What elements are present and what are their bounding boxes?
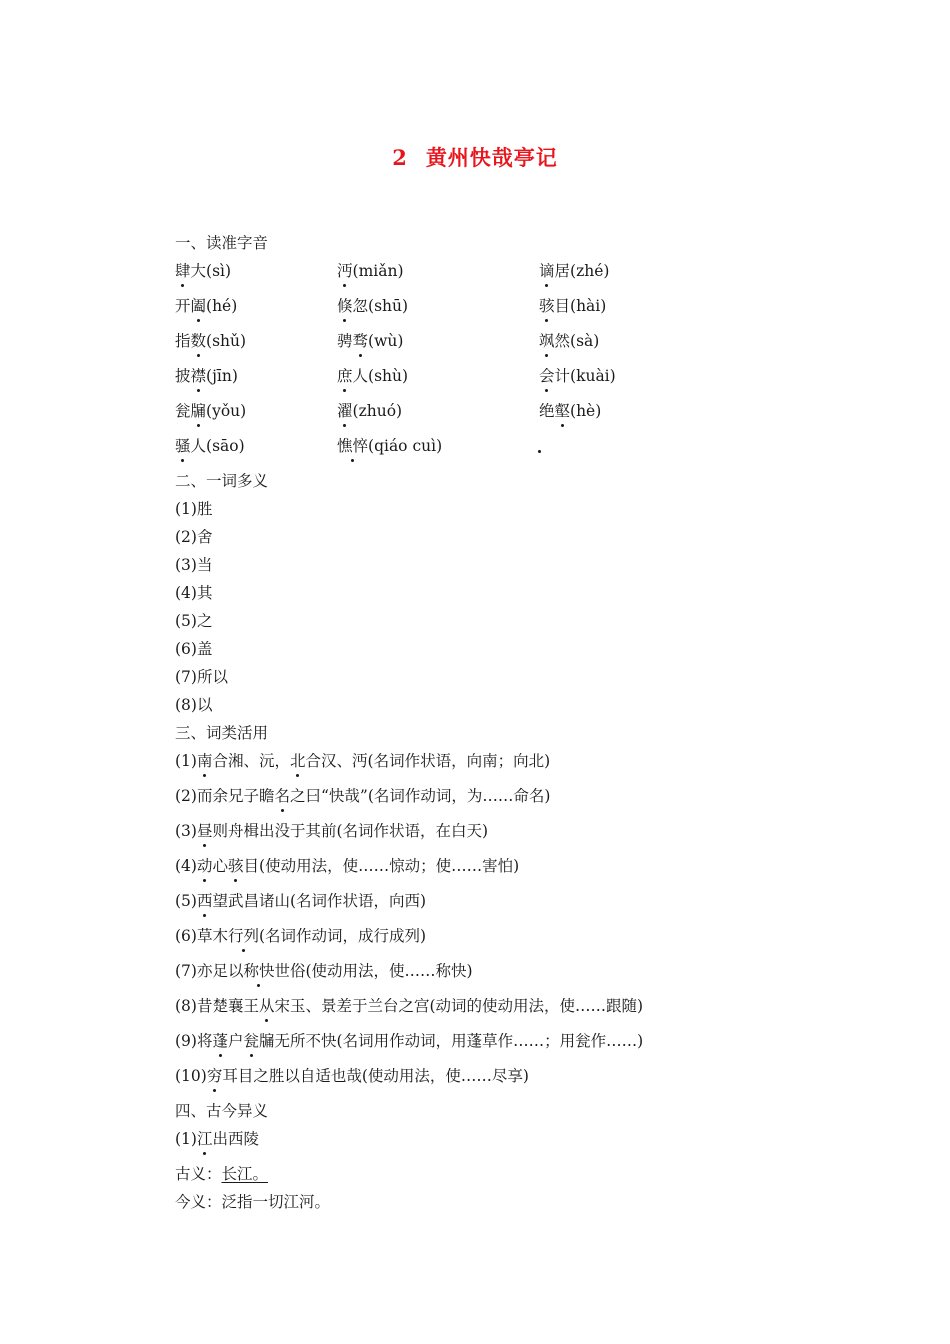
dotted-char: 数 [191, 327, 207, 355]
text-after: (shǔ) [206, 332, 247, 350]
ancient-answer: 长江。 [221, 1165, 269, 1183]
dotted-word: 动 [197, 852, 213, 880]
pronunciation-item [175, 257, 337, 292]
text-before: 披 [175, 367, 191, 385]
pronunciation-table [175, 257, 895, 467]
usage-text: 合汉、沔(名词作状语，向南；向北) [305, 752, 551, 770]
dotted-char: 谪 [539, 257, 555, 285]
dotted-char: 会 [539, 362, 555, 390]
dotted-char: 壑 [555, 397, 571, 425]
section-heading-polysemy: 二、一词多义 [175, 472, 269, 490]
pronunciation-row [175, 327, 895, 362]
pronunciation-item [175, 362, 337, 397]
usage-item [175, 1062, 895, 1097]
usage-text: (2)而余兄子瞻 [175, 787, 275, 805]
lesson-title: 黄州快哉亭记 [425, 145, 558, 170]
text-after: 目(hài) [554, 297, 607, 315]
dotted-word: 瓮 [244, 1027, 260, 1055]
dotted-word: 西 [197, 887, 213, 915]
modern-answer: 泛指一切江河。 [221, 1193, 331, 1211]
dotted-word: 昼 [197, 817, 213, 845]
usage-text: (10) [175, 1067, 207, 1085]
usage-text: 宋玉、景差于兰台之宫(动词的使动用法，使……跟随) [274, 997, 644, 1015]
dotted-word: 名 [274, 782, 290, 810]
usage-text: (9)将 [175, 1032, 213, 1050]
modern-label: 今义： [175, 1193, 222, 1211]
usage-text: (7)亦足以 [175, 962, 244, 980]
pronunciation-row [175, 362, 895, 397]
section-heading-pronunciation: 一、读准字音 [175, 234, 269, 252]
section-heading-word-class: 三、词类活用 [175, 724, 269, 742]
text-before: 绝 [539, 402, 555, 420]
pronunciation-item [337, 327, 539, 362]
text-after: 大(sì) [190, 262, 232, 280]
text-before: 瓮 [175, 402, 191, 420]
pronunciation-item [337, 397, 539, 432]
item-text: 出西陵 [212, 1130, 259, 1148]
pronunciation-row [175, 257, 895, 292]
lesson-number: 2 [392, 145, 408, 170]
text-before: 骋 [337, 332, 353, 350]
modern-meaning [175, 1188, 895, 1216]
pronunciation-item [175, 432, 337, 467]
usage-text: (3) [175, 822, 197, 840]
usage-text: 望武昌诸山(名词作状语，向西) [212, 892, 427, 910]
text-after: (hè) [570, 402, 602, 420]
text-after: (hé) [206, 297, 238, 315]
pronunciation-row [175, 397, 895, 432]
text-after: 居(zhé) [554, 262, 610, 280]
usage-item [175, 992, 895, 1027]
polysemy-item: (2)舍 [175, 528, 213, 546]
pronunciation-row [175, 432, 895, 467]
text-after: (qiáo cuì) [368, 437, 443, 455]
ancient-modern-item [175, 1125, 895, 1160]
polysemy-item: (4)其 [175, 584, 213, 602]
dotted-word: 称快 [243, 957, 274, 985]
usage-text: 牖无所不快(名词用作动词，用蓬草作……；用瓮作……) [259, 1032, 644, 1050]
dotted-char: 骚 [175, 432, 191, 460]
usage-text: (名词作动词，成行成列) [258, 927, 427, 945]
usage-text: (6)草木 [175, 927, 228, 945]
dotted-char: 庶 [337, 362, 353, 390]
polysemy-item: (3)当 [175, 556, 213, 574]
pronunciation-row [175, 292, 895, 327]
polysemy-list [175, 495, 895, 719]
polysemy-item: (5)之 [175, 612, 213, 630]
usage-item [175, 1027, 895, 1062]
dotted-char: 肆 [175, 257, 191, 285]
dotted-char: 江 [197, 1125, 213, 1153]
usage-text: (1) [175, 752, 197, 770]
dotted-char: 倏 [337, 292, 353, 320]
page-title [0, 142, 950, 172]
polysemy-item: (8)以 [175, 696, 213, 714]
text-after: (jīn) [206, 367, 238, 385]
pronunciation-item [337, 292, 539, 327]
pronunciation-item [539, 327, 739, 362]
pronunciation-item [337, 257, 539, 292]
text-after: (miǎn) [352, 262, 404, 280]
dotted-word: 行列 [228, 922, 259, 950]
ancient-meaning [175, 1160, 895, 1188]
usage-text: (8)昔楚襄王 [175, 997, 259, 1015]
section-heading-ancient-modern: 四、古今异义 [175, 1102, 269, 1120]
pronunciation-item [539, 292, 739, 327]
dotted-char: 阖 [191, 292, 207, 320]
usage-text: 心 [212, 857, 228, 875]
pronunciation-item [539, 362, 739, 397]
dotted-char: 骇 [539, 292, 555, 320]
polysemy-item: (1)胜 [175, 500, 213, 518]
dotted-word: 从 [259, 992, 275, 1020]
usage-text: 目(使动用法，使……惊动；使……害怕) [243, 857, 520, 875]
pronunciation-item [175, 292, 337, 327]
dotted-word: 蓬 [212, 1027, 228, 1055]
dotted-char: 牖 [191, 397, 207, 425]
usage-text: (4) [175, 857, 197, 875]
text-after: (yǒu) [206, 402, 247, 420]
dotted-char: 襟 [191, 362, 207, 390]
text-after: 然(sà) [554, 332, 600, 350]
pronunciation-item [175, 397, 337, 432]
dotted-word: 北 [290, 747, 306, 775]
usage-item [175, 957, 895, 992]
pronunciation-item [175, 327, 337, 362]
dotted-char: 飒 [539, 327, 555, 355]
dotted-char: 濯 [337, 397, 353, 425]
text-after: 人(shù) [352, 367, 409, 385]
usage-text: 户 [227, 1032, 244, 1050]
usage-text: 之曰“快哉”(名词作动词，为……命名) [289, 787, 551, 805]
usage-text: (5) [175, 892, 197, 910]
dotted-char: 骛 [353, 327, 369, 355]
word-class-usage-list [175, 747, 895, 1097]
text-after: 计(kuài) [554, 367, 616, 385]
pronunciation-item [539, 397, 739, 432]
usage-item [175, 782, 895, 817]
item-number: (1) [175, 1130, 197, 1148]
usage-text: 则舟楫出没于其前(名词作状语，在白天) [212, 822, 489, 840]
polysemy-item: (6)盖 [175, 640, 213, 658]
usage-item [175, 887, 895, 922]
ancient-label: 古义： [175, 1165, 222, 1183]
usage-text: 世俗(使动用法，使……称快) [274, 962, 473, 980]
dotted-word: 骇 [228, 852, 244, 880]
usage-text: 合湘、沅， [212, 752, 290, 770]
dotted-char: 沔 [337, 257, 353, 285]
text-before: 指 [175, 332, 191, 350]
usage-item [175, 852, 895, 887]
dotted-char: 憔悴 [337, 432, 368, 460]
pronunciation-item [539, 432, 739, 467]
polysemy-item: (7)所以 [175, 668, 228, 686]
dotted-word: 南 [197, 747, 213, 775]
pronunciation-item [337, 432, 539, 467]
pronunciation-item [539, 257, 739, 292]
document-body [175, 229, 895, 1216]
usage-item [175, 747, 895, 782]
dotted-word: 穷 [207, 1062, 223, 1090]
usage-item [175, 922, 895, 957]
text-after: 人(sāo) [190, 437, 245, 455]
text-before: 开 [175, 297, 191, 315]
usage-item [175, 817, 895, 852]
text-after: (wù) [368, 332, 404, 350]
pronunciation-item [337, 362, 539, 397]
text-after: 忽(shū) [352, 297, 409, 315]
usage-text: 耳目之胜以自适也哉(使动用法，使……尽享) [222, 1067, 529, 1085]
text-after: (zhuó) [352, 402, 403, 420]
